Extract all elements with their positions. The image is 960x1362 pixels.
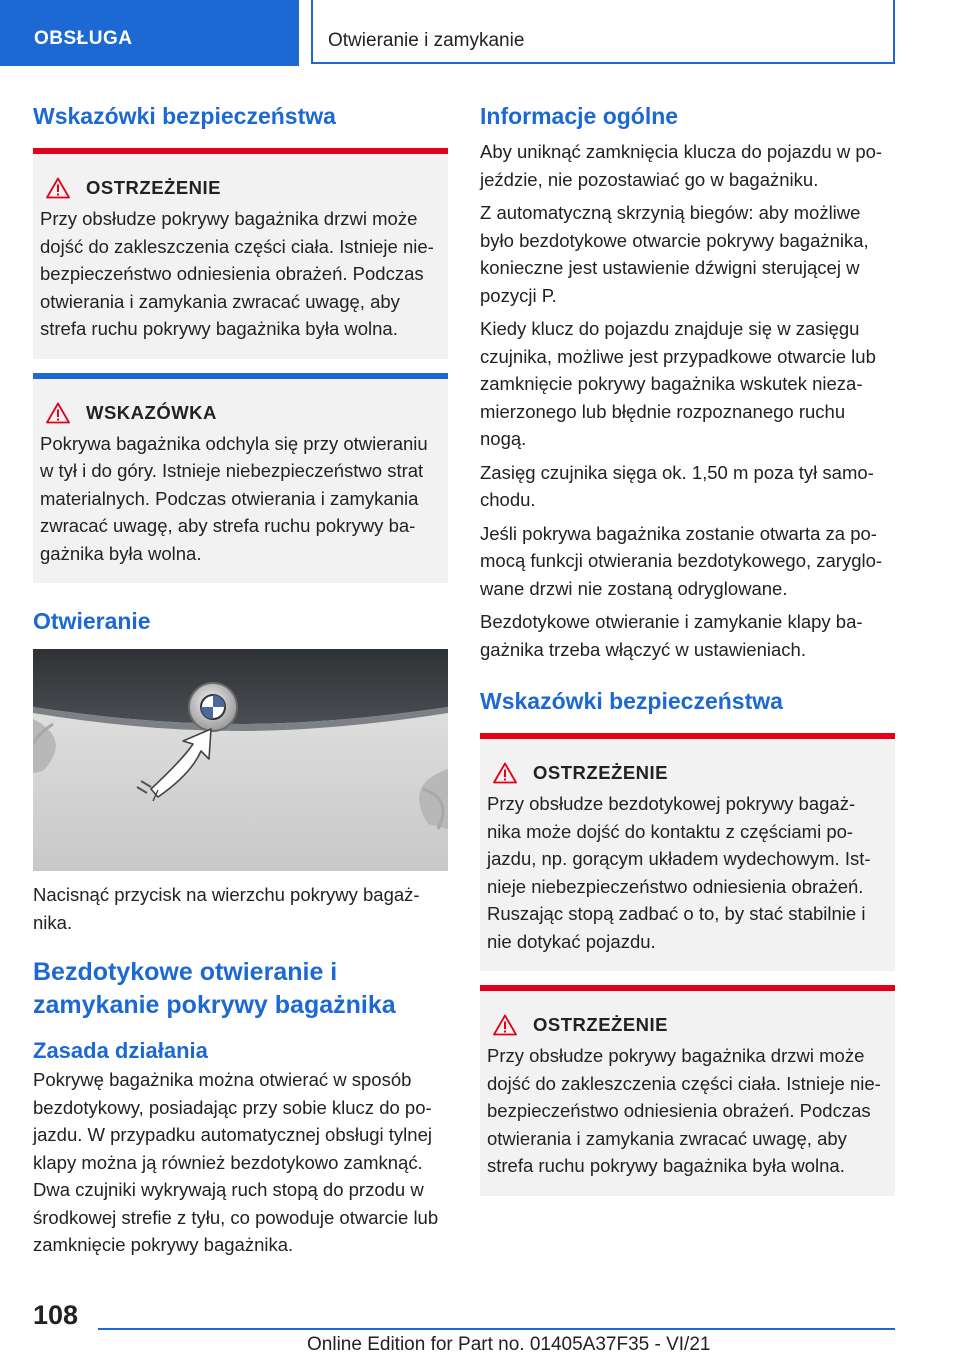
paragraph: Jeśli pokrywa bagażnika zostanie otwarta za po-mocą funkcji otwierania bezdotykowego, zaryglo-wane drzwi nie zostaną odryglowane.: [480, 522, 883, 599]
right-column: [480, 100, 895, 1196]
heading-contactless: Bezdotykowe otwieranie i zamykanie pokrywy bagażnika: [33, 958, 396, 1019]
warning-box: [480, 985, 895, 1196]
trunk-illustration: [33, 649, 448, 871]
header-section-tab: [0, 0, 299, 66]
edition-text: Online Edition for Part no. 01405A37F35 - VI/21: [307, 1334, 711, 1355]
warning-box: [480, 733, 895, 971]
warning-header: [487, 759, 887, 787]
warning-text: Przy obsłudze bezdotykowej pokrywy bagaż-nika może dojść do kontaktu z częściami po-jazdu, np. gorącym układem wydechowym. Ist-nieje niebezpieczeństwo odniesienia obrażeń. Ruszając stopą zadbać o to, by stać stabilnie i nie dotykać pojazdu.: [487, 793, 871, 952]
photo-caption: Nacisnąć przycisk na wierzchu pokrywy bagaż-nika.: [33, 884, 420, 933]
warning-header: [487, 1011, 887, 1039]
warning-triangle-icon: [46, 177, 70, 199]
note-title: WSKAZÓWKA: [86, 401, 217, 423]
warning-text: Przy obsłudze pokrywy bagażnika drzwi może dojść do zakleszczenia części ciała. Istnieje nie-bezpieczeństwo odniesienia obrażeń. Podczas otwierania i zamykania zwracać uwagę, aby strefa ruchu pokrywy bagażnika była wolna.: [487, 1045, 881, 1176]
warning-triangle-icon: [493, 762, 517, 784]
page-number: 108: [33, 1300, 79, 1330]
trunk-button-photo: [33, 649, 448, 871]
heading-principle: Zasada działania: [33, 1038, 208, 1063]
heading-safety-2: Wskazówki bezpieczeństwa: [480, 688, 783, 714]
footer-divider: [98, 1328, 895, 1330]
warning-text: Przy obsłudze pokrywy bagażnika drzwi może dojść do zakleszczenia części ciała. Istnieje nie-bezpieczeństwo odniesienia obrażeń. Podczas otwierania i zamykania zwracać uwagę, aby strefa ruchu pokrywy bagażnika była wolna.: [40, 208, 434, 339]
left-column: [33, 100, 448, 1259]
heading-general-info: Informacje ogólne: [480, 103, 679, 129]
warning-triangle-icon: [493, 1014, 517, 1036]
heading-safety: Wskazówki bezpieczeństwa: [33, 103, 336, 129]
header-chapter-label: Otwieranie i zamykanie: [328, 30, 525, 51]
header-section-label: OBSŁUGA: [34, 28, 133, 49]
warning-triangle-icon: [46, 402, 70, 424]
warning-header: [40, 174, 440, 202]
warning-box: [33, 148, 448, 359]
principle-text: Pokrywę bagażnika można otwierać w sposób bezdotykowy, posiadając przy sobie klucz do po-jazdu. W przypadku automatycznej obsługi tylnej klapy można ją również bezdotykowo zamknąć. Dwa czujniki wykrywają ruch stopą do przodu w środkowej strefie z tyłu, co powoduje otwarcie lub zamknięcie pokrywy bagażnika.: [33, 1069, 439, 1255]
note-text: Pokrywa bagażnika odchyla się przy otwieraniu w tył i do góry. Istnieje niebezpieczeństwo strat materialnych. Podczas otwierania i zamykania zwracać uwagę, aby strefa ruchu pokrywy ba-gażnika była wolna.: [40, 432, 428, 564]
note-box: [33, 373, 448, 584]
header-chapter-tab: [311, 0, 895, 64]
paragraph: Z automatyczną skrzynią biegów: aby możliwe było bezdotykowe otwarcie pokrywy bagażnika, konieczne jest ustawienie dźwigni sterującej w pozycji P.: [480, 202, 869, 306]
note-header: [40, 399, 440, 427]
warning-title: OSTRZEŻENIE: [533, 762, 669, 783]
paragraph: Kiedy klucz do pojazdu znajduje się w zasięgu czujnika, możliwe jest przypadkowe otwarcie lub zamknięcie pokrywy bagażnika wskutek nieza-mierzonego lub błędnie rozpoznanego ruchu nogą.: [480, 318, 876, 449]
warning-title: OSTRZEŻENIE: [533, 1014, 669, 1035]
paragraph: Aby uniknąć zamknięcia klucza do pojazdu w po-jeździe, nie pozostawiać go w bagażniku.: [480, 141, 883, 190]
paragraph: Zasięg czujnika sięga ok. 1,50 m poza tył samo-chodu.: [480, 461, 874, 510]
warning-title: OSTRZEŻENIE: [86, 177, 222, 198]
heading-opening: Otwieranie: [33, 608, 151, 634]
paragraph: Bezdotykowe otwieranie i zamykanie klapy ba-gażnika trzeba włączyć w ustawieniach.: [480, 611, 863, 660]
